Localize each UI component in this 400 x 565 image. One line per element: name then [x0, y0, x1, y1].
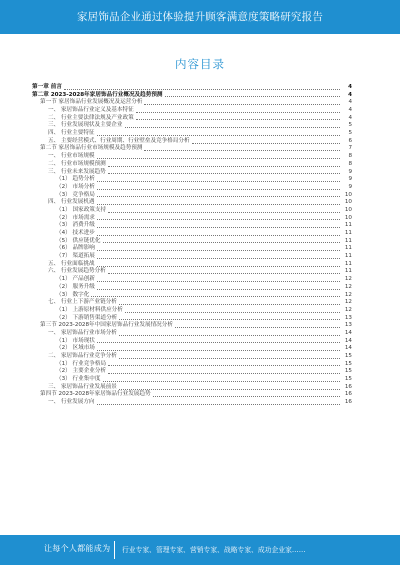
- toc-page-number: 8: [348, 160, 352, 167]
- toc-leader-dots: [103, 242, 341, 243]
- toc-page-number: 9: [348, 168, 352, 175]
- toc-leader-dots: [108, 373, 340, 374]
- toc-entry-text: （4） 技术进步: [56, 230, 95, 237]
- toc-page-number: 10: [344, 199, 352, 206]
- toc-page-number: 10: [344, 206, 352, 213]
- toc-leader-dots: [119, 389, 340, 390]
- toc-page-number: 11: [344, 237, 352, 244]
- toc-page-number: 10: [344, 214, 352, 221]
- toc-page-number: 4: [348, 114, 352, 121]
- footer-slogan: 让每个人都能成为: [44, 544, 111, 553]
- toc-leader-dots: [97, 158, 340, 159]
- toc-leader-dots: [97, 227, 340, 228]
- toc-leader-dots: [108, 212, 340, 213]
- toc-page-number: 5: [348, 130, 352, 137]
- toc-entry-text: 第二章 2023-2028年家居饰品行业概况及趋势预测: [32, 91, 163, 98]
- toc-leader-dots: [97, 204, 340, 205]
- toc-leader-dots: [108, 173, 340, 174]
- toc-page-number: 4: [348, 91, 352, 98]
- toc-leader-dots: [192, 143, 340, 144]
- toc-entry-text: （5） 供应链优化: [56, 237, 101, 244]
- toc-page-number: 11: [344, 268, 352, 275]
- toc-entry-text: 五、 行业面临挑战: [48, 260, 95, 267]
- toc-leader-dots: [119, 304, 340, 305]
- toc-entry-text: 一、 家居饰品行业市场分析: [48, 329, 117, 336]
- toc-entry[interactable]: [32, 184, 352, 192]
- toc-entry[interactable]: [32, 245, 352, 253]
- toc-leader-dots: [108, 166, 340, 167]
- toc-entry-text: 第四节 2023-2028年家居饰品行业发展趋势: [40, 391, 151, 398]
- toc-entry-text: （2） 下游销售渠道分析: [56, 314, 118, 321]
- toc-entry-text: 六、 行业发展趋势分析: [48, 268, 106, 275]
- toc-leader-dots: [119, 335, 340, 336]
- toc-entry[interactable]: [32, 253, 352, 261]
- toc-leader-dots: [119, 358, 340, 359]
- toc-leader-dots: [153, 396, 340, 397]
- toc-page-number: 16: [344, 399, 352, 406]
- toc-leader-dots: [97, 266, 340, 267]
- toc-entry[interactable]: [32, 353, 352, 361]
- toc-leader-dots: [97, 196, 340, 197]
- toc-page-number: 15: [344, 376, 352, 383]
- toc-leader-dots: [125, 127, 341, 128]
- toc-leader-dots: [97, 258, 340, 259]
- toc-entry[interactable]: [32, 399, 352, 407]
- toc-leader-dots: [97, 342, 340, 343]
- toc-leader-dots: [97, 219, 340, 220]
- toc-entry-text: 三、 行业未来发展趋势: [48, 168, 106, 175]
- toc-entry-text: 第一章 前言: [32, 83, 62, 90]
- toc-page-number: 8: [348, 153, 352, 160]
- toc-entry-text: （2） 市场需求: [56, 214, 95, 221]
- toc-entry-text: 四、 行业主要特征: [48, 130, 95, 137]
- toc-leader-dots: [97, 350, 340, 351]
- toc-entry-text: 第三节 2023-2028年中国家居饰品行业发展情况分析: [40, 322, 173, 329]
- toc-entry[interactable]: [32, 199, 352, 207]
- toc-leader-dots: [144, 104, 340, 105]
- toc-page-number: 14: [344, 345, 352, 352]
- toc-page-number: 11: [344, 222, 352, 229]
- toc-page-number: 16: [344, 391, 352, 398]
- toc-page-number: 4: [348, 99, 352, 106]
- report-title: 家居饰品企业通过体验提升顾客满意度策略研究报告: [76, 11, 324, 23]
- toc-leader-dots: [175, 327, 340, 328]
- toc-entry-text: 一、 行业发展方向: [48, 399, 95, 406]
- toc-entry[interactable]: [32, 368, 352, 376]
- toc-entry-text: 一、 家居饰品行业定义及基本特征: [48, 107, 134, 114]
- toc-entry-text: 四、 行业发展机遇: [48, 199, 95, 206]
- toc-page-number: 4: [348, 83, 352, 90]
- toc-entry[interactable]: [32, 284, 352, 292]
- toc-page-number: 15: [344, 360, 352, 367]
- toc-entry[interactable]: [32, 299, 352, 307]
- toc-leader-dots: [136, 112, 340, 113]
- toc-page-number: 16: [344, 383, 352, 390]
- toc-entry-text: 五、 主要经营模式、行业周期、行业壁垒及竞争格局分析: [48, 137, 190, 144]
- toc-page-number: 15: [344, 353, 352, 360]
- toc-leader-dots: [97, 181, 340, 182]
- toc-entry[interactable]: [32, 122, 352, 130]
- toc-leader-dots: [64, 89, 340, 90]
- toc-heading: 内容目录: [175, 57, 225, 71]
- toc-entry-text: 二、 行业主要法律法规及产业政策: [48, 114, 134, 121]
- toc-page-number: 13: [344, 314, 352, 321]
- toc-page-number: 9: [348, 176, 352, 183]
- toc-entry[interactable]: [32, 330, 352, 338]
- toc-entry-text: 一、 行业市场规模: [48, 153, 95, 160]
- toc-leader-dots: [103, 381, 341, 382]
- toc-entry-text: 二、 家居饰品行业竞争分析: [48, 353, 117, 360]
- toc-page-number: 10: [344, 191, 352, 198]
- toc-entry[interactable]: [32, 230, 352, 238]
- toc-page-number: 9: [348, 183, 352, 190]
- toc-entry-text: 七、 行业上下游产业链分析: [48, 299, 117, 306]
- toc-page-number: 12: [344, 306, 352, 313]
- toc-page-number: 5: [348, 122, 352, 129]
- toc-leader-dots: [97, 189, 340, 190]
- toc-page-number: 4: [348, 107, 352, 114]
- toc-entry-text: （7） 渠道拓展: [56, 253, 95, 260]
- toc-entry-text: （2） 市场分析: [56, 183, 95, 190]
- toc-page-number: 7: [348, 145, 352, 152]
- toc-entry[interactable]: [32, 176, 352, 184]
- toc-entry-text: 第二节 家居饰品行业市场规模及趋势预测: [40, 145, 143, 152]
- toc-leader-dots: [136, 119, 340, 120]
- toc-page-number: 11: [344, 253, 352, 260]
- toc-entry-text: 第一节 家居饰品行业发展概况及运营分析: [40, 99, 143, 106]
- toc-entry-text: （1） 趋势分析: [56, 176, 95, 183]
- toc-entry-text: （1） 市场现状: [56, 337, 95, 344]
- toc-entry[interactable]: [32, 307, 352, 315]
- toc-entry-text: （1） 国家政策支持: [56, 206, 107, 213]
- toc-page-number: 12: [344, 291, 352, 298]
- toc-entry[interactable]: [32, 345, 352, 353]
- toc-leader-dots: [119, 319, 340, 320]
- toc-page-number: 11: [344, 230, 352, 237]
- toc-entry[interactable]: [32, 153, 352, 161]
- toc-page-number: 11: [344, 260, 352, 267]
- toc-entry-text: （2） 区域市场: [56, 345, 95, 352]
- toc-entry[interactable]: [32, 222, 352, 230]
- toc-leader-dots: [91, 296, 340, 297]
- toc-page-number: 15: [344, 368, 352, 375]
- toc-leader-dots: [97, 289, 340, 290]
- table-of-contents: [32, 84, 352, 407]
- toc-page-number: 14: [344, 337, 352, 344]
- toc-entry-text: （3） 消费升级: [56, 222, 95, 229]
- toc-leader-dots: [108, 365, 340, 366]
- toc-entry[interactable]: [32, 322, 352, 330]
- toc-page-number: 13: [344, 322, 352, 329]
- toc-leader-dots: [97, 404, 340, 405]
- toc-leader-dots: [97, 281, 340, 282]
- header-banner: [0, 0, 400, 34]
- toc-entry[interactable]: [32, 84, 352, 92]
- toc-entry-text: （2） 服务升级: [56, 283, 95, 290]
- toc-leader-dots: [97, 135, 340, 136]
- toc-entry-text: （1） 行业竞争格局: [56, 360, 107, 367]
- toc-page-number: 11: [344, 245, 352, 252]
- toc-entry-text: 三、 家居饰品行业发展前景: [48, 383, 117, 390]
- toc-page-number: 12: [344, 276, 352, 283]
- toc-leader-dots: [97, 250, 340, 251]
- footer-banner: [0, 535, 400, 565]
- toc-leader-dots: [108, 273, 340, 274]
- toc-leader-dots: [125, 312, 340, 313]
- toc-page-number: 12: [344, 283, 352, 290]
- footer-experts: 行业专家、管理专家、营销专家、战略专家、成功企业家……: [122, 546, 306, 554]
- toc-entry-text: 二、 行业市场规模预测: [48, 160, 106, 167]
- toc-entry[interactable]: [32, 207, 352, 215]
- toc-entry[interactable]: [32, 276, 352, 284]
- toc-entry-text: （3） 竞争格局: [56, 191, 95, 198]
- footer-divider: [114, 541, 115, 559]
- toc-entry-text: （6） 品牌影响: [56, 245, 95, 252]
- toc-entry-text: （2） 主要企业分析: [56, 368, 107, 375]
- toc-entry[interactable]: [32, 99, 352, 107]
- toc-entry-text: （3） 数字化: [56, 291, 90, 298]
- toc-entry[interactable]: [32, 376, 352, 384]
- toc-entry[interactable]: [32, 130, 352, 138]
- toc-entry-text: （1） 上游原材料供应分析: [56, 306, 123, 313]
- toc-entry-text: （1） 产品创新: [56, 276, 95, 283]
- toc-entry-text: 三、 行业发展现状及主要企业: [48, 122, 123, 129]
- toc-leader-dots: [144, 150, 340, 151]
- toc-entry[interactable]: [32, 161, 352, 169]
- toc-page-number: 12: [344, 299, 352, 306]
- toc-page-number: 6: [348, 137, 352, 144]
- toc-leader-dots: [165, 96, 340, 97]
- toc-page-number: 14: [344, 329, 352, 336]
- toc-entry-text: （3） 行业集中度: [56, 376, 101, 383]
- toc-entry[interactable]: [32, 107, 352, 115]
- toc-leader-dots: [97, 235, 340, 236]
